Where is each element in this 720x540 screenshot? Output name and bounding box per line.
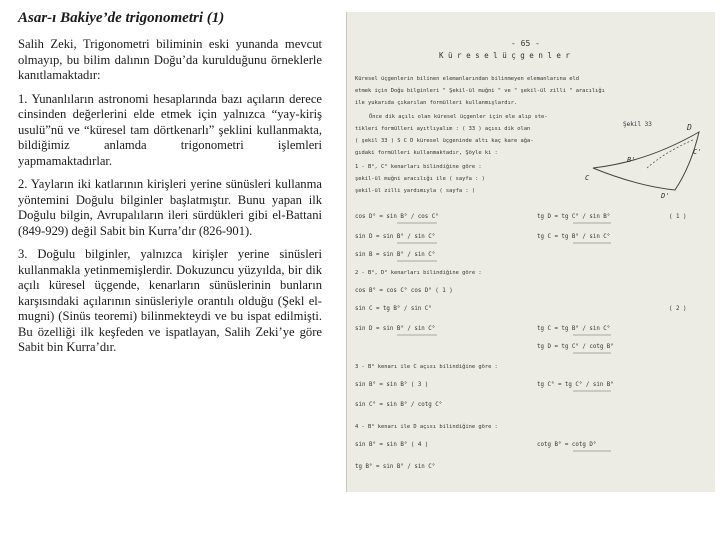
- article-text: [18, 10, 322, 364]
- scan-formula: tg D = tg C° / sin B°: [537, 214, 611, 220]
- figure-point: C': [693, 148, 702, 156]
- scan-line: ( şekil 33 ) S C D küresel üçgeninde altı kaç kare ağa-: [355, 138, 534, 144]
- figure-point: D': [661, 192, 670, 200]
- page-title: Asar-ı Bakiye’de trigonometri (1): [18, 10, 225, 26]
- scan-line: ile yukarıda çıkarılan formülleri kullanmışlardır.: [355, 100, 518, 106]
- scan-formula: tg B° = sin B° / sin C°: [355, 464, 436, 470]
- scan-formula: cos B° = cos C° cos D° ( 1 ): [355, 288, 453, 294]
- scan-formula: sin B = sin B° / sin C°: [355, 252, 436, 258]
- scan-formula: cotg B° = cotg D°: [537, 442, 597, 448]
- paragraph-point-1: 1. Yunanlıların astronomi hesaplarında bazı açıların derece cinsinden değerlerini elde etmek için yalnızca “yay-kiriş usulü”nü ve “küresel tam dörtkenarlı” şeklini kullanmakta, bildiğimiz anlamda trigonometri işlemleri yapmamaktadırlar.: [18, 91, 322, 168]
- scan-heading: K ü r e s e l ü ç g e n l e r: [439, 51, 570, 60]
- scan-formula: 4 - B° kenarı ile D açısı bilindiğine göre :: [355, 424, 498, 430]
- scan-line: Küresel üçgenlerin bilinen elemanlarından bilinmeyen elemanlarına eld: [355, 76, 579, 82]
- scan-formula: ( 1 ): [669, 214, 687, 220]
- scan-line: etmek için Doğu bilginleri " Şekil-ül muğni " ve " şekil-ül zilli " aracılığı: [355, 88, 605, 94]
- scan-line: şekil-ül zilli yardımıyla ( sayfa : ): [355, 188, 476, 194]
- scan-formula: 3 - B° kenarı ile C açısı bilindiğine göre :: [355, 364, 498, 370]
- scan-line: şekil-ül muğni aracılığı ile ( sayfa : ): [355, 176, 485, 182]
- scanned-manuscript-page: [346, 12, 715, 492]
- figure-point: B': [627, 156, 636, 164]
- scan-formula: tg C° = tg C° / sin B°: [537, 382, 614, 388]
- scan-line: gıdaki formülleri kullanmaktadır, Şöyle ki :: [355, 150, 498, 156]
- scan-formula: ( 2 ): [669, 306, 687, 312]
- scan-formula: cos D° = sin B° / cos C°: [355, 214, 439, 220]
- scan-formula: sin D = sin B° / sin C°: [355, 326, 436, 332]
- scan-line: Önce dik açılı olan küresel üçgenler için ele alıp ste-: [369, 114, 548, 120]
- spherical-triangle-figure: [593, 132, 702, 190]
- scan-line: 1 - B°, C° kenarları bilindiğine göre :: [355, 164, 482, 170]
- scan-formula: sin C = tg B° / sin C°: [355, 306, 432, 312]
- scan-formula: sin B° = sin B° ( 4 ): [355, 442, 429, 448]
- scan-formula: tg C = tg B° / sin C°: [537, 234, 611, 240]
- scan-page-number: - 65 -: [511, 39, 540, 48]
- scan-formula: sin C° = sin B° / cotg C°: [355, 402, 443, 408]
- paragraph-intro: Salih Zeki, Trigonometri biliminin eski yunanda mevcut olmayıp, bu bilim dalının Doğu’da kurulduğunu örneklerle kanıtlamaktadır:: [18, 37, 322, 82]
- manuscript-svg: [347, 12, 715, 492]
- figure-point: D: [687, 123, 692, 132]
- figure-label: Şekil 33: [623, 121, 652, 128]
- scan-formula: 2 - B°, D° kenarları bilindiğine göre :: [355, 270, 482, 276]
- figure-point: C: [585, 174, 590, 182]
- scan-formula: tg C = tg B° / sin C°: [537, 326, 611, 332]
- scan-formula: tg D = tg C° / cotg B°: [537, 344, 614, 350]
- scan-formula: sin D = sin B° / sin C°: [355, 234, 436, 240]
- paragraph-point-3: 3. Doğulu bilginler, yalnızca kirişler yerine sinüsleri kullanmakla yetinmemişlerdir. Dokuzuncu yüzyılda, bir dik açılı küresel üçgende, kenarların sünüslerinin bunların karşısındaki açılarının sinüsleriyle orantılı olduğu (Şekl el-mugni) (Sinüs teoremi) bilinmekteydi ve bu ispat edilmişti. Bu özelliği ilk keşfeden ve ispatlayan, Salih Zeki’ye göre Sabit bin Kurra’dır.: [18, 247, 322, 354]
- figure-arc: [647, 140, 693, 168]
- paragraph-point-2: 2. Yayların iki katlarının kirişleri yerine sünüsleri kullanma yöntemini Doğulu bilginler başlatmıştır. Bunu yapan ilk Doğulu bilgin, Avrupalıların ileri sürdükleri gibi el-Battani (849-929) değil Sabit bin Kurra’dır (826-901).: [18, 177, 322, 238]
- scan-line: tikleri formülleri ayıtlıyalım : ( 33 ) açısı dik olan: [355, 126, 531, 132]
- scan-formula: sin B° = sin B° ( 3 ): [355, 382, 429, 388]
